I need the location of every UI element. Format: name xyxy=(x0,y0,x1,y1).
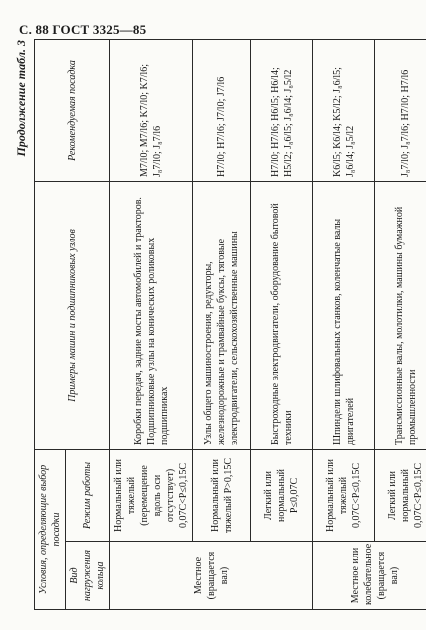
load-cell: Местное или колебательное (вращается вал) xyxy=(313,542,426,610)
load-cell: Местное (вращается вал) xyxy=(110,542,313,610)
mode-cell: Легкий или нормальный P≤0,07C xyxy=(251,449,313,541)
mode-column-header: Режим работы xyxy=(66,449,110,541)
table-row xyxy=(193,39,251,609)
table-row xyxy=(110,39,193,609)
rotated-table-block xyxy=(14,40,424,610)
examples-cell: Шпиндели шлифовальных станков, коленчатые валы двигателей xyxy=(313,181,375,449)
conditions-group-header: Условия, определяющие выбор посадки xyxy=(35,449,66,609)
examples-column-header: Примеры машин и подшипниковых узлов xyxy=(35,181,110,449)
mode-cell: Легкий или нормальный 0,07C<P≤0,15C xyxy=(375,449,426,541)
examples-cell: Трансмиссионные валы, молотилки, машины бумажной промышленности xyxy=(375,181,426,449)
fit-cell: K6/l5; K6/l4; K5/l2; J₈6/l5; J₈6/l4; J₈5/l2 xyxy=(313,39,375,181)
examples-cell: Коробки передач, задние мосты автомобилей и тракторов. Подшипниковые узлы на конических роликовых подшипниках xyxy=(110,181,193,449)
fit-cell: H7/l0; H7/l6; H6/l5; H6/l4; H5/l2; J₈6/l5; J₈6/l4; J₈5/l2 xyxy=(251,39,313,181)
table-row xyxy=(375,39,426,609)
mode-cell: Нормальный или тяжелый P>0,15C xyxy=(193,449,251,541)
fits-table xyxy=(34,39,426,610)
table-row xyxy=(251,39,313,609)
fit-cell: J₈7/l0; J₈7/l6; H7/l0; H7/l6 xyxy=(375,39,426,181)
fit-cell: H7/l0; H7/l6; J7/l0; J7/l6 xyxy=(193,39,251,181)
examples-cell: Узлы общего машиностроения, редукторы, железнодорожные и трамвайные буксы, тяговые электродвигатели, сельскохозяйственные машины xyxy=(193,181,251,449)
load-column-header: Вид нагружения кольца xyxy=(66,542,110,610)
mode-cell: Нормальный или тяжелый (перемещение вдоль оси отсутствует) 0,07C<P≤0,15C xyxy=(110,449,193,541)
fit-column-header: Рекомендуемая посадка xyxy=(35,39,110,181)
table-row xyxy=(313,39,375,609)
mode-cell: Нормальный или тяжелый 0,07C<P≤0,15C xyxy=(313,449,375,541)
examples-cell: Быстроходные электродвигатели, оборудование бытовой техники xyxy=(251,181,313,449)
table-continuation-label: Продолжение табл. 3 xyxy=(14,40,28,157)
page-header: С. 88 ГОСТ 3325—85 xyxy=(19,22,147,37)
fit-cell: M7/l0; M7/l6; K7/l0; K7/l6; J₈7/l0; J₈7/l6 xyxy=(110,39,193,181)
